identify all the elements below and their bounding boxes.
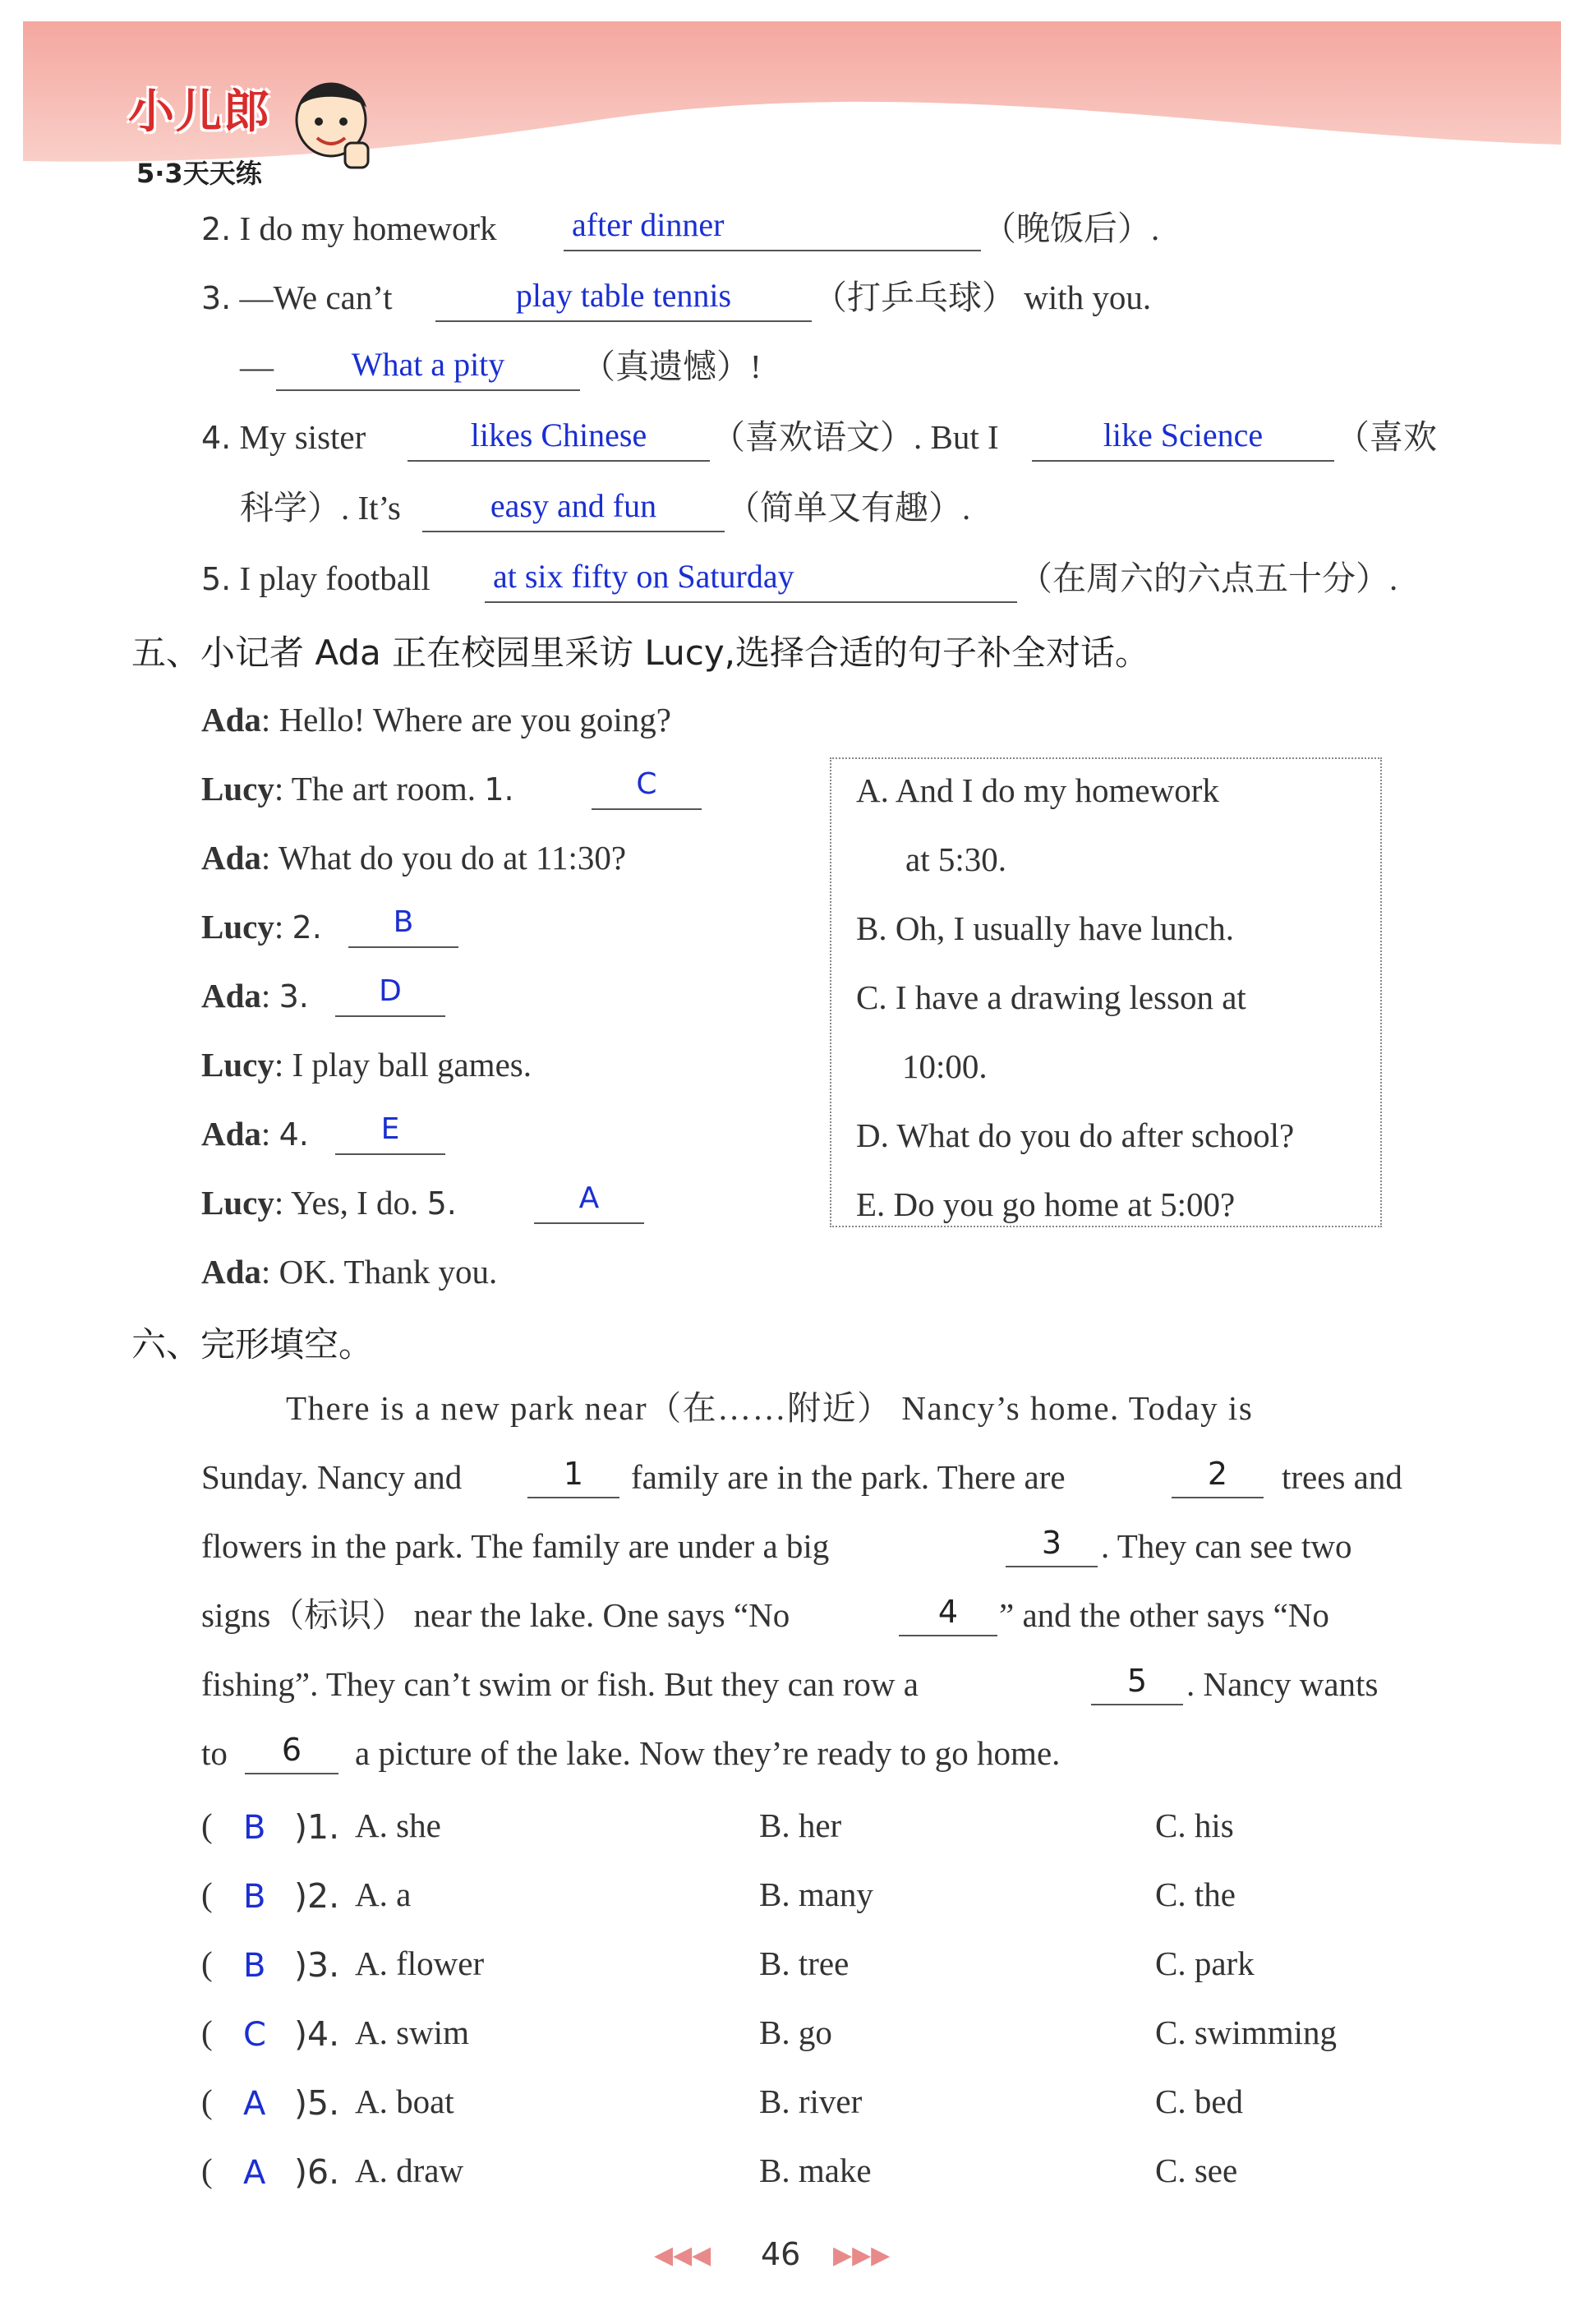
option-c: C. park <box>1155 1944 1255 1982</box>
blank-number: 3 <box>1041 1525 1062 1561</box>
passage-line: Sunday. Nancy and <box>201 1458 463 1496</box>
blank-number: 6 <box>281 1732 302 1768</box>
speaker: Lucy <box>201 770 274 808</box>
option-c-cont: 10:00. <box>902 1047 988 1085</box>
item-text: I do my homework <box>239 209 497 247</box>
open-paren: ( <box>201 2151 213 2189</box>
dialogue-line <box>201 703 671 737</box>
dialogue-line <box>201 1186 457 1220</box>
speaker: Lucy <box>201 908 274 946</box>
item-text: 科学）. It’s <box>240 489 401 527</box>
option-a: A. draw <box>355 2151 464 2189</box>
question-number: )6. <box>294 2152 340 2192</box>
answer-blank <box>564 204 981 251</box>
item-suffix: （简单又有趣）. <box>726 489 971 527</box>
passage-line: a picture of the lake. Now they’re ready to go home. <box>355 1734 1061 1772</box>
cloze-blank <box>527 1451 619 1498</box>
speaker: Ada <box>201 977 261 1015</box>
dialogue-line <box>201 979 309 1013</box>
answer-text: C <box>636 767 657 801</box>
option-b: B. tree <box>759 1944 850 1982</box>
item-number: 1. <box>484 771 514 808</box>
passage-line: trees and <box>1282 1458 1402 1496</box>
choice-answer: A <box>243 2085 266 2123</box>
dialogue-line <box>201 1255 497 1289</box>
dialogue-line <box>201 1117 309 1151</box>
answer-text: after dinner <box>572 206 725 243</box>
speaker-sep: : <box>260 839 271 877</box>
item-suffix: （喜欢 <box>1336 418 1437 456</box>
blank-number: 4 <box>937 1594 959 1630</box>
cloze-blank <box>1006 1520 1098 1567</box>
option-b: B. go <box>759 2013 832 2051</box>
question-number: )1. <box>294 1807 340 1847</box>
p4-item-5 <box>201 559 431 597</box>
p4-item-3 <box>201 278 393 316</box>
choice-answer: C <box>243 2016 266 2054</box>
passage-line: flowers in the park. The family are under a big <box>201 1527 830 1565</box>
logo-title: 小儿郎 <box>128 85 271 139</box>
cloze-blank <box>1172 1451 1264 1498</box>
item-text: My sister <box>239 418 366 456</box>
cloze-blank <box>899 1589 997 1636</box>
answer-blank <box>335 1107 445 1155</box>
option-c: C. bed <box>1155 2082 1244 2120</box>
dialogue-text: The art room. <box>291 770 477 808</box>
item-suffix: （晚饭后）. <box>983 209 1160 247</box>
option-a-cont: at 5:30. <box>905 840 1006 878</box>
option-a: A. flower <box>355 1944 485 1982</box>
answer-text: E <box>380 1112 400 1146</box>
item-text: —We can’t <box>239 278 393 316</box>
answer-blank <box>408 414 710 462</box>
answer-text: play table tennis <box>515 277 732 314</box>
open-paren: ( <box>201 2082 213 2120</box>
logo-subtitle: 5·3天天练 <box>136 158 262 186</box>
choice-answer: B <box>243 1947 266 1985</box>
option-b: B. Oh, I usually have lunch. <box>856 909 1235 947</box>
passage-line: signs（标识） near the lake. One says “No <box>201 1596 790 1634</box>
speaker-sep: : <box>274 908 284 946</box>
answer-blank <box>435 274 812 322</box>
option-a: A. boat <box>355 2082 454 2120</box>
speaker: Ada <box>201 701 261 739</box>
answer-blank <box>592 762 702 810</box>
question-number: )5. <box>294 2083 340 2123</box>
right-arrows-icon: ▶▶▶ <box>833 2241 891 2270</box>
blank-number: 5 <box>1126 1663 1148 1699</box>
dialogue-line <box>201 772 514 806</box>
passage-line: . They can see two <box>1101 1527 1352 1565</box>
open-paren: ( <box>201 1944 213 1982</box>
passage-line: fishing”. They can’t swim or fish. But they can row a <box>201 1665 919 1703</box>
header-band <box>23 21 1561 186</box>
dialogue-line <box>201 1048 532 1082</box>
speaker-sep: : <box>274 1184 284 1222</box>
dialogue-text: I play ball games. <box>292 1046 532 1084</box>
item-number: 3. <box>201 280 232 316</box>
answer-text: likes Chinese <box>470 416 647 453</box>
p4-item-4 <box>201 418 366 456</box>
answer-text: D <box>379 974 402 1008</box>
blank-number: 2 <box>1207 1456 1228 1492</box>
item-number: 5. <box>201 561 232 597</box>
option-c: C. his <box>1155 1806 1234 1844</box>
passage-line: to <box>201 1734 228 1772</box>
item-text: — <box>240 347 274 385</box>
answer-text: easy and fun <box>490 487 657 524</box>
item-suffix: （打乒乓球） with you. <box>813 278 1152 316</box>
option-c: C. swimming <box>1155 2013 1337 2051</box>
option-e: E. Do you go home at 5:00? <box>856 1185 1236 1223</box>
dialogue-text: Yes, I do. <box>291 1184 419 1222</box>
dialogue-line <box>201 910 322 944</box>
speaker: Ada <box>201 1253 261 1291</box>
left-arrows-icon: ◀◀◀ <box>654 2241 711 2270</box>
passage-line: . Nancy wants <box>1186 1665 1379 1703</box>
mascot-boy-icon <box>286 71 376 177</box>
item-middle: （喜欢语文）. But I <box>711 418 999 456</box>
option-c: C. I have a drawing lesson at <box>856 978 1246 1016</box>
option-a: A. she <box>355 1806 441 1844</box>
section-6-title: 六、完形填空。 <box>131 1324 374 1364</box>
section-5-title: 五、小记者 Ada 正在校园里采访 Lucy,选择合适的句子补全对话。 <box>131 633 1150 673</box>
speaker-sep: : <box>274 770 284 808</box>
answer-blank <box>422 485 725 532</box>
dialogue-text: Hello! Where are you going? <box>279 701 671 739</box>
item-number: 4. <box>201 420 232 456</box>
dialogue-line <box>201 841 626 875</box>
open-paren: ( <box>201 1875 213 1913</box>
question-number: )3. <box>294 1945 340 1985</box>
choice-answer: A <box>243 2154 266 2192</box>
option-c: C. the <box>1155 1875 1236 1913</box>
speaker: Ada <box>201 1115 261 1153</box>
option-a: A. swim <box>355 2013 469 2051</box>
passage-line: ” and the other says “No <box>999 1596 1329 1634</box>
answer-blank <box>348 900 458 948</box>
answer-text: What a pity <box>351 346 505 383</box>
speaker: Lucy <box>201 1184 274 1222</box>
answer-text: A <box>578 1181 600 1215</box>
speaker: Ada <box>201 839 261 877</box>
option-a: A. And I do my homework <box>856 771 1219 809</box>
item-number: 4. <box>279 1116 309 1153</box>
item-text: I play football <box>239 559 431 597</box>
question-number: )4. <box>294 2014 340 2054</box>
choice-answer: B <box>243 1878 266 1916</box>
speaker-sep: : <box>260 1115 271 1153</box>
speaker: Lucy <box>201 1046 274 1084</box>
speaker-sep: : <box>260 701 271 739</box>
speaker-sep: : <box>260 1253 271 1291</box>
blank-number: 1 <box>563 1456 584 1492</box>
answer-blank <box>534 1176 644 1224</box>
answer-blank <box>335 969 445 1017</box>
answer-text: like Science <box>1103 416 1264 453</box>
answer-blank <box>276 343 580 391</box>
answer-blank <box>1032 414 1334 462</box>
option-d: D. What do you do after school? <box>856 1116 1295 1154</box>
choice-answer: B <box>243 1809 266 1847</box>
option-b: B. make <box>759 2151 872 2189</box>
cloze-blank <box>1091 1658 1183 1705</box>
page-number: 46 <box>761 2236 801 2272</box>
dialogue-text: OK. Thank you. <box>279 1253 498 1291</box>
option-b: B. river <box>759 2082 863 2120</box>
passage-line: There is a new park near（在……附近） Nancy’s home. Today is <box>286 1389 1254 1427</box>
p4-item-2 <box>201 209 497 247</box>
open-paren: ( <box>201 2013 213 2051</box>
option-c: C. see <box>1155 2151 1238 2189</box>
item-number: 5. <box>426 1185 457 1222</box>
option-b: B. many <box>759 1875 873 1913</box>
open-paren: ( <box>201 1806 213 1844</box>
item-number: 2. <box>201 211 232 247</box>
dialogue-text: What do you do at 11:30? <box>278 839 627 877</box>
item-number: 2. <box>292 909 322 946</box>
answer-text: at six fifty on Saturday <box>493 558 794 595</box>
cloze-blank <box>245 1727 338 1774</box>
speaker-sep: : <box>274 1046 284 1084</box>
option-a: A. a <box>355 1875 412 1913</box>
passage-line: family are in the park. There are <box>631 1458 1066 1496</box>
item-suffix: （在周六的六点五十分）. <box>1019 559 1398 597</box>
answer-text: B <box>393 905 414 939</box>
speaker-sep: : <box>260 977 271 1015</box>
answer-blank <box>485 555 1017 603</box>
item-number: 3. <box>279 978 309 1015</box>
item-suffix: （真遗憾）! <box>582 347 762 385</box>
question-number: )2. <box>294 1876 340 1916</box>
option-b: B. her <box>759 1806 842 1844</box>
